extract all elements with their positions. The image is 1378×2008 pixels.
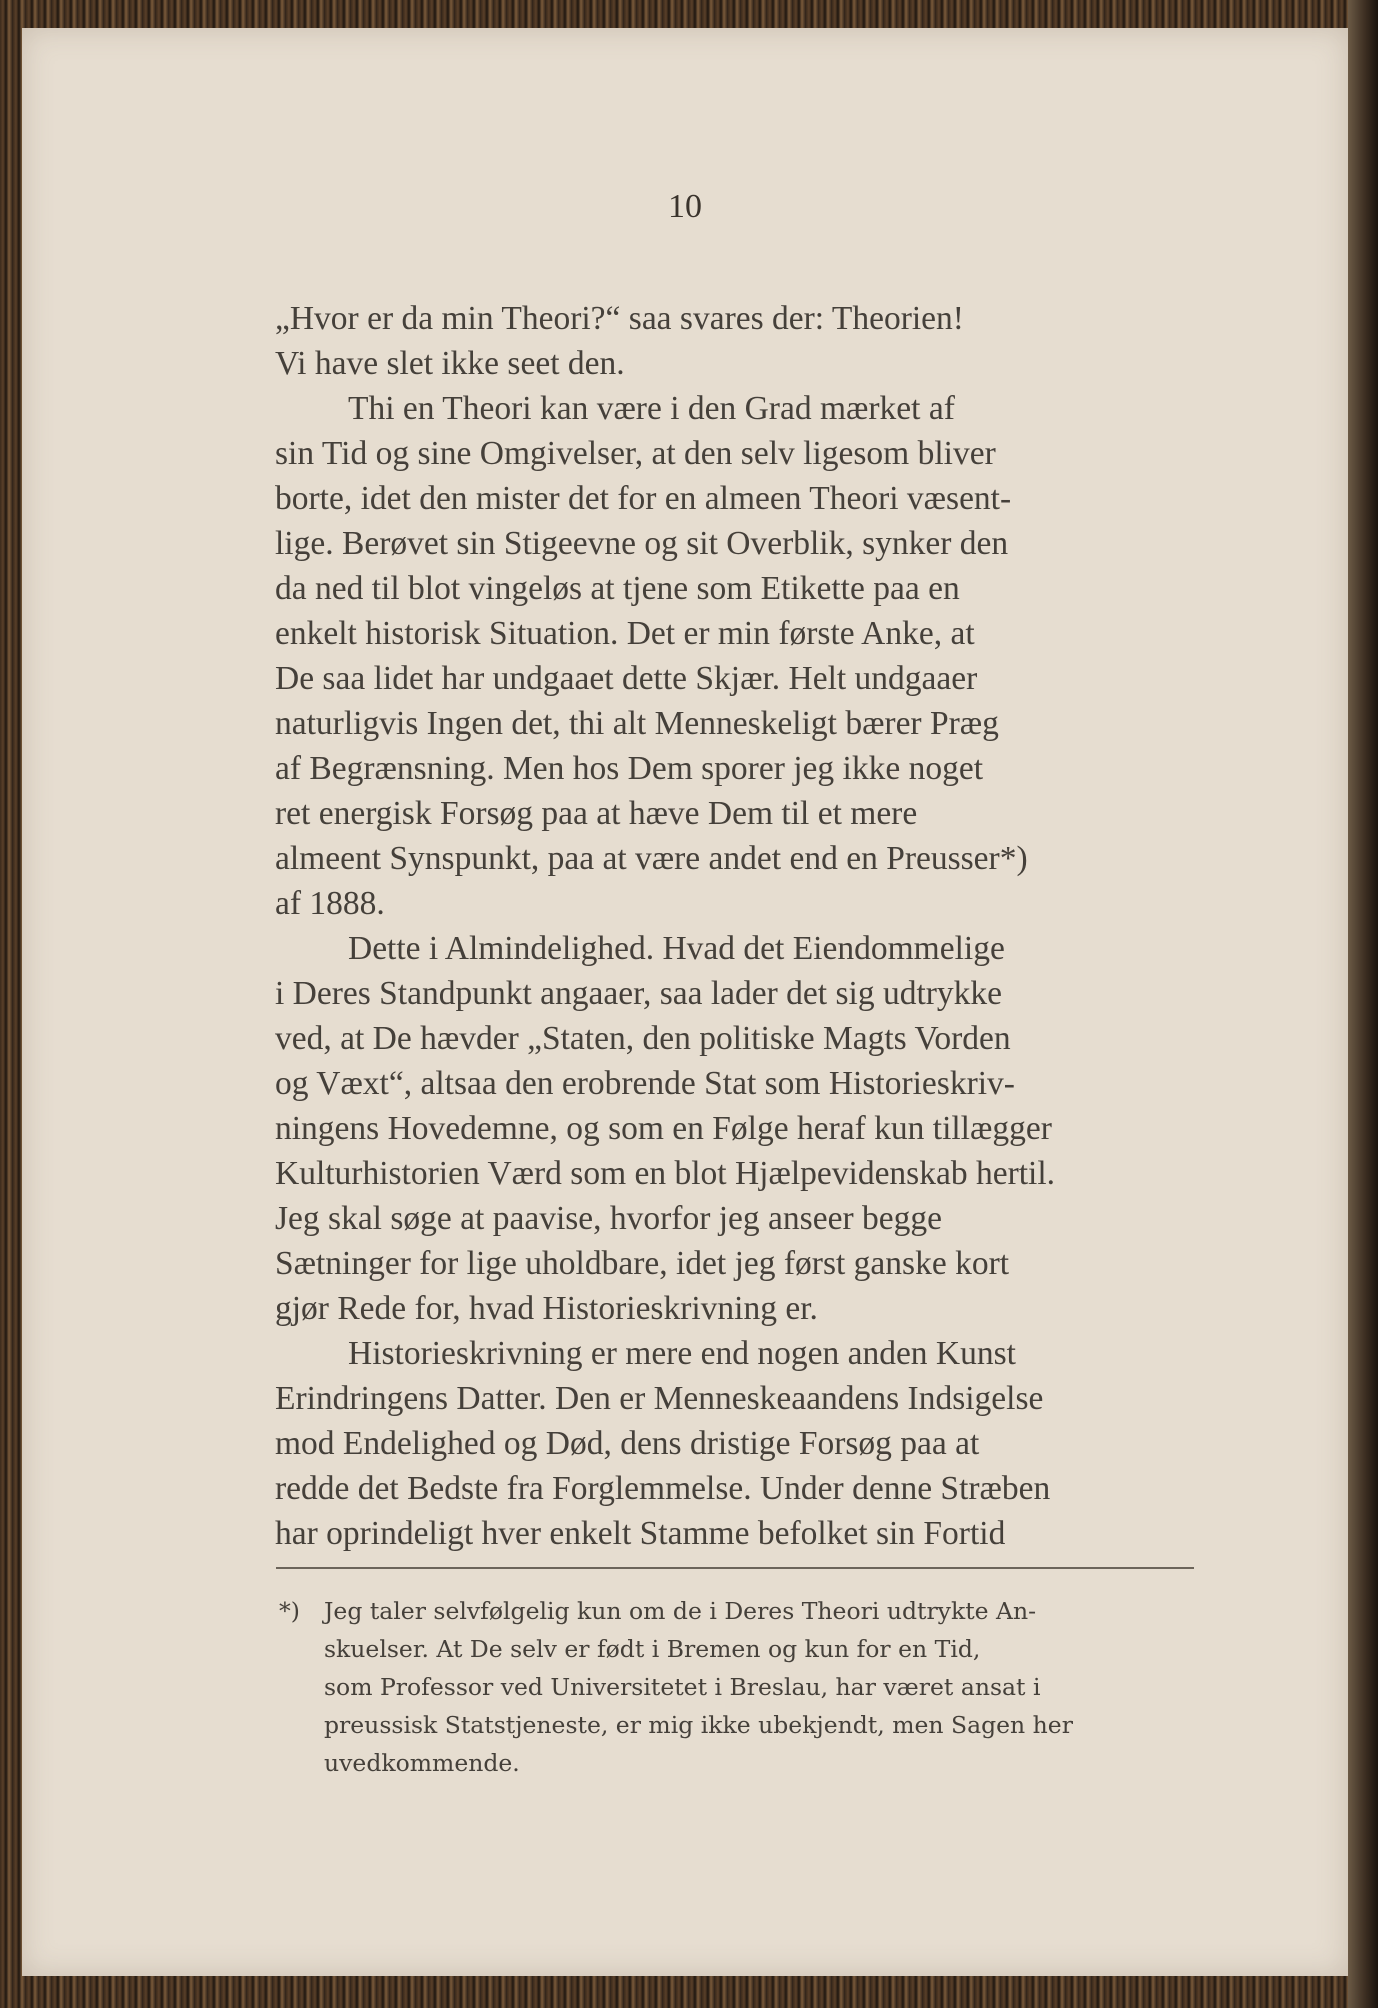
- text-line: gjør Rede for, hvad Historieskrivning er.: [275, 1290, 818, 1327]
- text-line: „Hvor er da min Theori?“ saa svares der: Theorien!: [275, 300, 964, 337]
- text-line: ved, at De hævder „Staten, den politiske Magts Vorden: [275, 1020, 1011, 1057]
- book-edge: [1348, 0, 1378, 2008]
- page-number: 10: [668, 188, 702, 225]
- text-line: almeent Synspunkt, paa at være andet end en Preusser*): [275, 840, 1028, 877]
- text-line: mod Endelighed og Død, dens dristige Forsøg paa at: [275, 1425, 980, 1462]
- footnote-divider: [276, 1567, 1194, 1569]
- text-line: sin Tid og sine Omgivelser, at den selv ligesom bliver: [275, 435, 996, 472]
- text-line: ningens Hovedemne, og som en Følge heraf kun tillægger: [275, 1110, 1052, 1147]
- footnote-line: som Professor ved Universitetet i Breslau, har været ansat i: [324, 1673, 1041, 1701]
- text-line: redde det Bedste fra Forglemmelse. Under denne Stræben: [275, 1470, 1051, 1507]
- paragraph: [275, 926, 1194, 1331]
- footnote-line: skuelser. At De selv er født i Bremen og kun for en Tid,: [324, 1635, 981, 1663]
- text-line: i Deres Standpunkt angaaer, saa lader det sig udtrykke: [275, 975, 1003, 1012]
- text-line: Kulturhistorien Værd som en blot Hjælpevidenskab hertil.: [275, 1155, 1056, 1192]
- text-line: af Begrænsning. Men hos Dem sporer jeg ikke noget: [275, 750, 984, 787]
- body-text: [275, 296, 1194, 1556]
- text-line: Sætninger for lige uholdbare, idet jeg først ganske kort: [275, 1245, 1010, 1282]
- paragraph: [275, 386, 1194, 926]
- text-line: Erindringens Datter. Den er Menneskeaandens Indsigelse: [275, 1380, 1044, 1417]
- text-line: Thi en Theori kan være i den Grad mærket af: [348, 390, 955, 427]
- text-line: ret energisk Forsøg paa at hæve Dem til et mere: [275, 795, 918, 832]
- text-line: af 1888.: [275, 885, 385, 922]
- text-line: og Væxt“, altsaa den erobrende Stat som Historieskriv-: [275, 1065, 1015, 1102]
- text-line: Jeg skal søge at paavise, hvorfor jeg anseer begge: [275, 1200, 942, 1237]
- text-line: Vi have slet ikke seet den.: [275, 345, 625, 382]
- text-line: naturligvis Ingen det, thi alt Menneskeligt bærer Præg: [275, 705, 999, 742]
- footnote: [279, 1592, 1194, 1782]
- text-line: lige. Berøvet sin Stigeevne og sit Overblik, synker den: [275, 525, 1009, 562]
- text-line: Historieskrivning er mere end nogen anden Kunst: [348, 1335, 1016, 1372]
- page-sheet: [22, 28, 1348, 1976]
- text-line: De saa lidet har undgaaet dette Skjær. Helt undgaaer: [275, 660, 978, 697]
- text-line: har oprindeligt hver enkelt Stamme befolket sin Fortid: [275, 1515, 1006, 1552]
- paragraph: [275, 1331, 1194, 1556]
- text-line: Dette i Almindelighed. Hvad det Eiendommelige: [348, 930, 1005, 967]
- text-line: da ned til blot vingeløs at tjene som Etikette paa en: [275, 570, 960, 607]
- footnote-line: uvedkommende.: [324, 1749, 520, 1777]
- footnote-line: Jeg taler selvfølgelig kun om de i Deres Theori udtrykte An-: [324, 1597, 1037, 1625]
- footnote-line: preussisk Statstjeneste, er mig ikke ubekjendt, men Sagen her: [324, 1711, 1073, 1739]
- text-line: borte, idet den mister det for en almeen Theori væsent-: [275, 480, 1012, 517]
- footnote-mark: *): [279, 1597, 300, 1625]
- paragraph: [275, 296, 1194, 386]
- text-line: enkelt historisk Situation. Det er min første Anke, at: [275, 615, 975, 652]
